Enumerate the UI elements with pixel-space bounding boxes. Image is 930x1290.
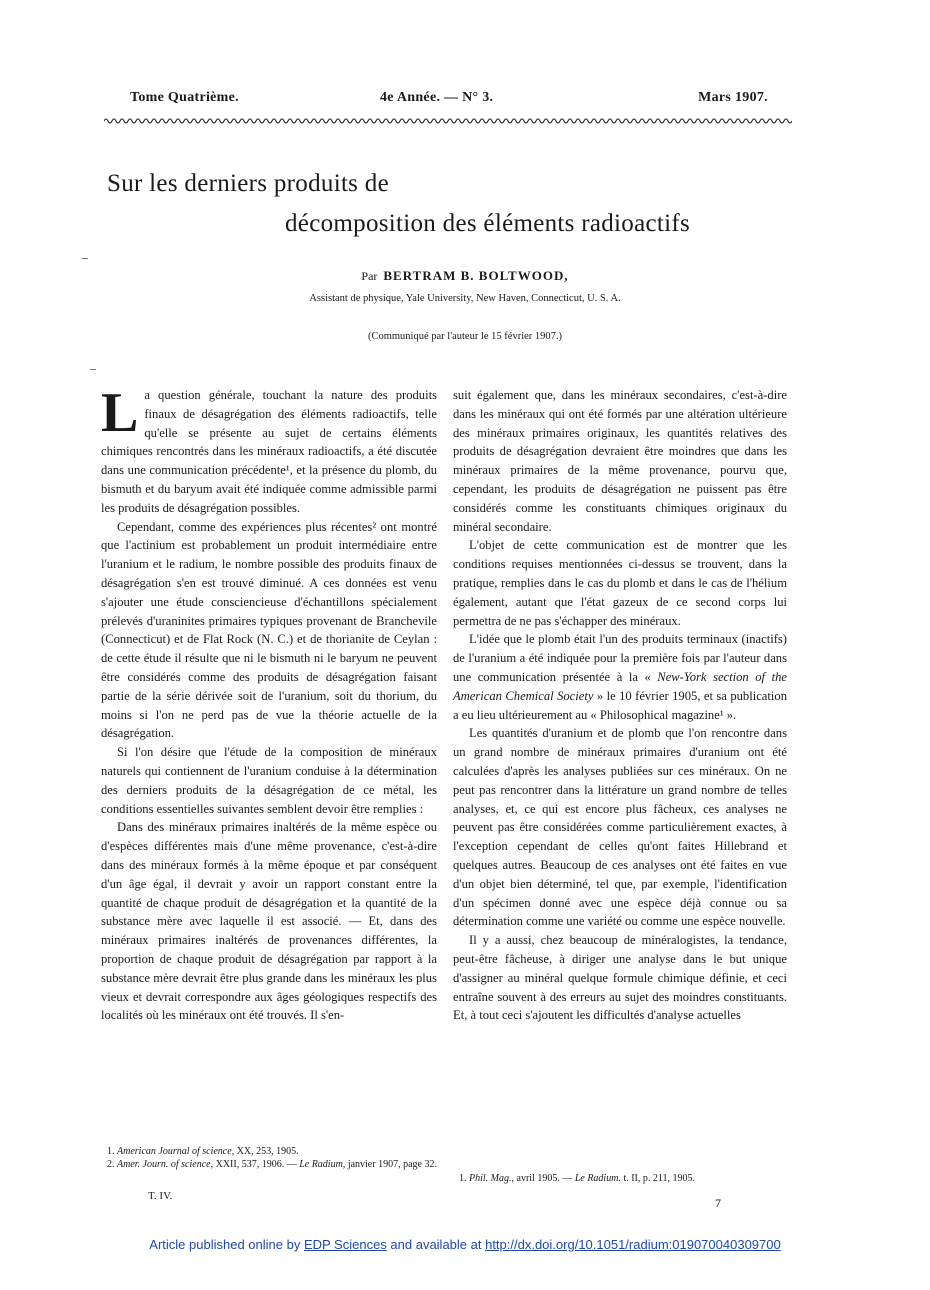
volume-label: Tome Quatrième.: [130, 90, 239, 105]
author-affiliation: Assistant de physique, Yale University, New Haven, Connecticut, U. S. A.: [309, 293, 621, 304]
footnote-number: 1.: [459, 1173, 467, 1184]
margin-mark: [90, 369, 96, 370]
footnote-text: XX, 253, 1905.: [234, 1146, 299, 1157]
paragraph: Les quantités d'uranium et de plomb que l'on rencontre dans un grand nombre de minéraux primaires d'uranium ont été calculées d'après les analyses publiées sur ces minéraux. On ne peut pas rencontrer dans la littérature un grand nombre de telles analyses, et, ce qui est encore plus fâcheux, ces analyses ne peuvent pas être considérées comme particulièrement exactes, à l'exception cependant de celles qu'ont faites Hillebrand et quelques autres. Beaucoup de ces analyses ont été faites en vue d'un objet bien déterminé, tel que, par exemple, l'identification d'un spécimen donné avec une espèce déjà connue ou sa détermination comme une variété ou comme une espèce nouvelle.: [453, 726, 787, 929]
paragraph: L'objet de cette communication est de montrer que les conditions requises mentionnées ci-dessus se trouvent, dans la pratique, remplies dans le cas du plomb et dans le cas de l'hélium également, autant que l'état gazeux de ce second corps lui permettra de ne pas s'échapper des minéraux.: [453, 538, 787, 628]
footnotes-left: [101, 1145, 437, 1171]
paragraph: Il y a aussi, chez beaucoup de minéralogistes, la tendance, peut-être fâcheuse, à diriger une analyse dans le but unique d'assigner au minéral quelque formule chimique définie, et ceci entraîne souvent à des erreurs au sujet des moindres constituants. Et, à tout ceci s'ajoutent les difficultés d'analyse actuelles: [453, 933, 787, 1023]
page-number: 7: [715, 1196, 721, 1210]
communication-note: (Communiqué par l'auteur le 15 février 1907.): [367, 331, 563, 342]
paragraph: [453, 630, 787, 724]
publisher-footer: [0, 1237, 930, 1252]
footnote-number: 2.: [107, 1159, 115, 1170]
italic-society-name: New-York section of the American Chemical Society: [453, 669, 787, 703]
paragraph-text: a question générale, touchant la nature des produits finaux de désagrégation des éléments radioactifs, telle qu'elle se présente au sujet de certains éléments chimiques rencontrés dans les minéraux radioactifs, a été discutée dans une communication précédente¹, et la présence du plomb, du bismuth et du baryum avait été indiquée comme admissible parmi les produits de désagrégation possibles.: [101, 388, 437, 515]
paragraph-text: » le 10 février 1905, et sa publication a eu lieu ultérieurement au « Philosophical magazine¹ ».: [453, 688, 787, 722]
paragraph: Si l'on désire que l'étude de la composition de minéraux naturels qui contiennent de l'uranium conduise à la détermination des derniers produits de la désagrégation de ce métal, les conditions essentielles suivantes semblent devoir être remplies :: [101, 745, 437, 816]
paragraph: Cependant, comme des expériences plus récentes² ont montré que l'actinium est probablement un produit intermédiaire entre l'uranium et le radium, le nombre possible des produits finaux de désagrégation s'en est trouvé diminué. A ces données est venu s'ajouter une étude consciencieuse d'échantillons spécialement prélevés d'uraninites primaires typiques provenant de Branchevile (Connecticut) et de Flat Rock (N. C.) et de thorianite de Ceylan : de cette étude il résulte que ni le bismuth ni le baryum ne peuvent être considérés comme des produits de désagrégation faisant partie de la série dérivée soit de l'uranium, soit du thorium, du moins si l'on ne perd pas de vue la théorie actuelle de la désagrégation.: [101, 519, 437, 741]
footnote-journal: Phil. Mag.,: [469, 1173, 514, 1184]
date-label: Mars 1907.: [698, 90, 768, 105]
byline-par: Par: [361, 269, 378, 283]
paragraph: Dans des minéraux primaires inaltérés de la même espèce ou d'espèces différentes mais d'une même provenance, c'est-à-dire dans des minéraux formés à la même époque et par conséquent d'un âge égal, il devrait y avoir un rapport constant entre la quantité de chaque produit de désagrégation et la quantité de la substance mère avec laquelle il est associé. — Et, dans des minéraux primaires inaltérés de provenances différentes, la proportion de chaque produit de désagrégation par rapport à la substance mère devrait être plus grande dans les minéraux les plus vieux et devrait correspondre aux âges géologiques respectifs des localités où les minéraux ont été trouvés. Il s'en-: [101, 820, 437, 1023]
issue-label: 4e Année. — N° 3.: [380, 90, 494, 105]
paragraph: [101, 382, 437, 518]
article-title-line-2: décomposition des éléments radioactifs: [285, 210, 691, 237]
footnote-journal: Amer. Journ. of science,: [117, 1159, 214, 1170]
doi-link[interactable]: http://dx.doi.org/10.1051/radium:019070040309700: [485, 1237, 781, 1252]
right-column: [453, 386, 787, 1025]
footnote-journal: Le Radium,: [299, 1159, 346, 1170]
author-name: BERTRAM B. BOLTWOOD,: [383, 268, 569, 283]
article-title-line-1: Sur les derniers produits de: [107, 170, 389, 197]
footnote-journal: Le Radium.: [574, 1173, 621, 1184]
decorative-wavy-rule: [104, 115, 792, 127]
footnote: [453, 1172, 787, 1185]
paragraph-text: L'idée que le plomb était l'un des produits terminaux (inactifs) de l'uranium a été indiquée pour la première fois par l'auteur dans une communication présentée à la «: [453, 632, 787, 684]
footer-text: Article published online by: [149, 1237, 304, 1252]
footnote-text: XXII, 537, 1906. —: [213, 1159, 300, 1170]
left-column: [101, 382, 437, 1025]
footnotes-right: [453, 1172, 787, 1185]
footnote: [101, 1158, 437, 1171]
footnote-text: t. II, p. 211, 1905.: [620, 1173, 696, 1184]
footnote-text: avril 1905. —: [514, 1173, 575, 1184]
signature-mark: T. IV.: [148, 1190, 173, 1202]
margin-mark: [82, 258, 88, 259]
footnote-number: 1.: [107, 1146, 115, 1157]
footnote-text: janvier 1907, page 32.: [345, 1159, 437, 1170]
publisher-link[interactable]: EDP Sciences: [303, 1237, 387, 1252]
drop-cap: L: [101, 382, 139, 444]
footnote: [101, 1145, 437, 1158]
running-head: [100, 90, 790, 112]
byline: [0, 268, 930, 284]
footer-text: and available at: [386, 1237, 486, 1252]
footnote-journal: American Journal of science,: [117, 1146, 235, 1157]
paragraph: suit également que, dans les minéraux secondaires, c'est-à-dire dans les minéraux qui ont été formés par une altération ultérieure des minéraux primaires originaux, les quantités relatives des produits de désagrégation devraient être moindres que dans les minéraux primaires de la même provenance, pourvu que, cependant, les produits de désagrégation ne puissent pas être considérés comme les constituants chimiques originaux du minéral secondaire.: [453, 388, 787, 534]
